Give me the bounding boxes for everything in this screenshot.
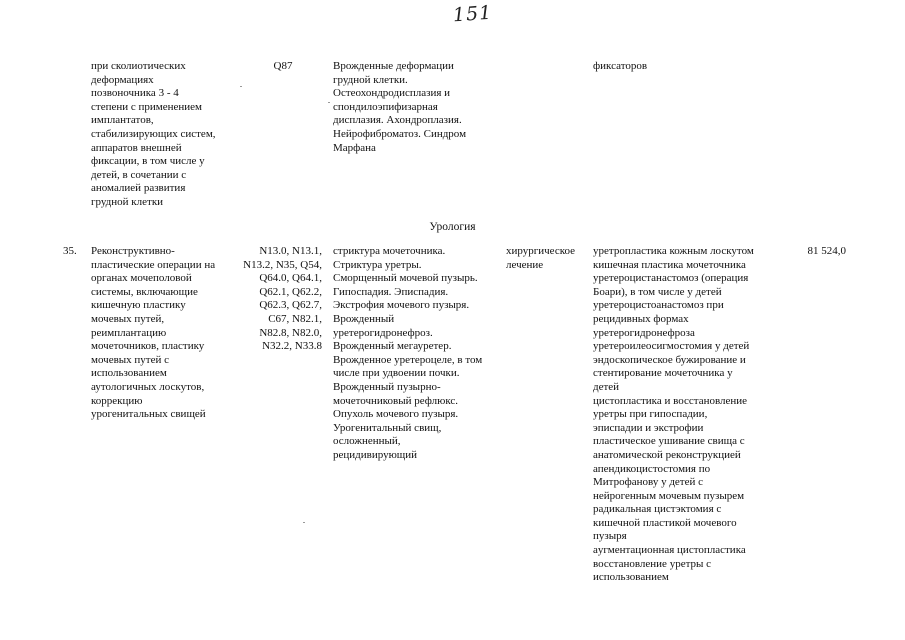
page-number: 151	[452, 1, 493, 27]
top-row-code: Q87	[273, 60, 293, 72]
section-title: Урология	[429, 221, 476, 233]
top-row-procedure: фиксаторов	[593, 60, 648, 72]
scan-speck	[303, 522, 305, 523]
scan-speck	[328, 102, 330, 103]
row-cost: 81 524,0	[807, 245, 846, 257]
row-method: Реконструктивно- пластические операции на органах мочеполовой системы, включающие кишечную пластику мочевых путей, реимплантацию мочеточников, пластику мочевых путей с использованием аутологичных лоскутов, коррекцию урогенитальных свищей	[91, 245, 216, 421]
row-treatment-type: хирургическое лечение	[506, 245, 576, 271]
row-procedures: уретропластика кожным лоскутом кишечная пластика мочеточника уретероцистанастомоз (операция Боари), в том числе у детей уретероцистоанастомоз при рецидивных формах уретерогидронефроза уретероилеосигмостомия у детей эндоскопическое бужирование и стентирование мочеточника у детей цистопластика и восстановление уретры при гипоспадии, эписпадии и экстрофии пластическое ушивание свища с анатомической реконструкцией апендикоцистостомия по Митрофанову у детей с нейрогенным мочевым пузырем радикальная цистэктомия с кишечной пластикой мочевого пузыря aугментационная цистопластика восстановление уретры с использованием	[593, 245, 754, 584]
row-icd-codes: N13.0, N13.1, N13.2, N35, Q54, Q64.0, Q64.1, Q62.1, Q62.2, Q62.3, Q62.7, C67, N82.1, N82.8, N82.0, N32.2, N33.8	[243, 245, 322, 353]
top-row-diagnosis: Врожденные деформации грудной клетки. Остеохондродисплазия и спондилоэпифизарная дисплазия. Ахондроплазия. Нейрофиброматоз. Синдром Марфана	[333, 60, 467, 154]
scan-speck	[240, 86, 242, 87]
row-diagnosis: стриктура мочеточника. Стриктура уретры. Сморщенный мочевой пузырь. Гипоспадия. Эписпадия. Экстрофия мочевого пузыря. Врожденный уретерогидронефроз. Врожденный мегауретер. Врожденное уретероцеле, в том числе при удвоении почки. Врожденный пузырно- мочеточниковый рефлюкс. Опухоль мочевого пузыря. Урогенитальный свищ, осложненный, рецидивирующий	[333, 245, 483, 461]
row-number: 35.	[63, 245, 77, 257]
top-row-method: при сколиотических деформациях позвоночника 3 - 4 степени с применением имплантатов, стабилизирующих систем, аппаратов внешней фиксации, в том числе у детей, в сочетании с аномалией развития грудной клетки	[91, 60, 216, 208]
